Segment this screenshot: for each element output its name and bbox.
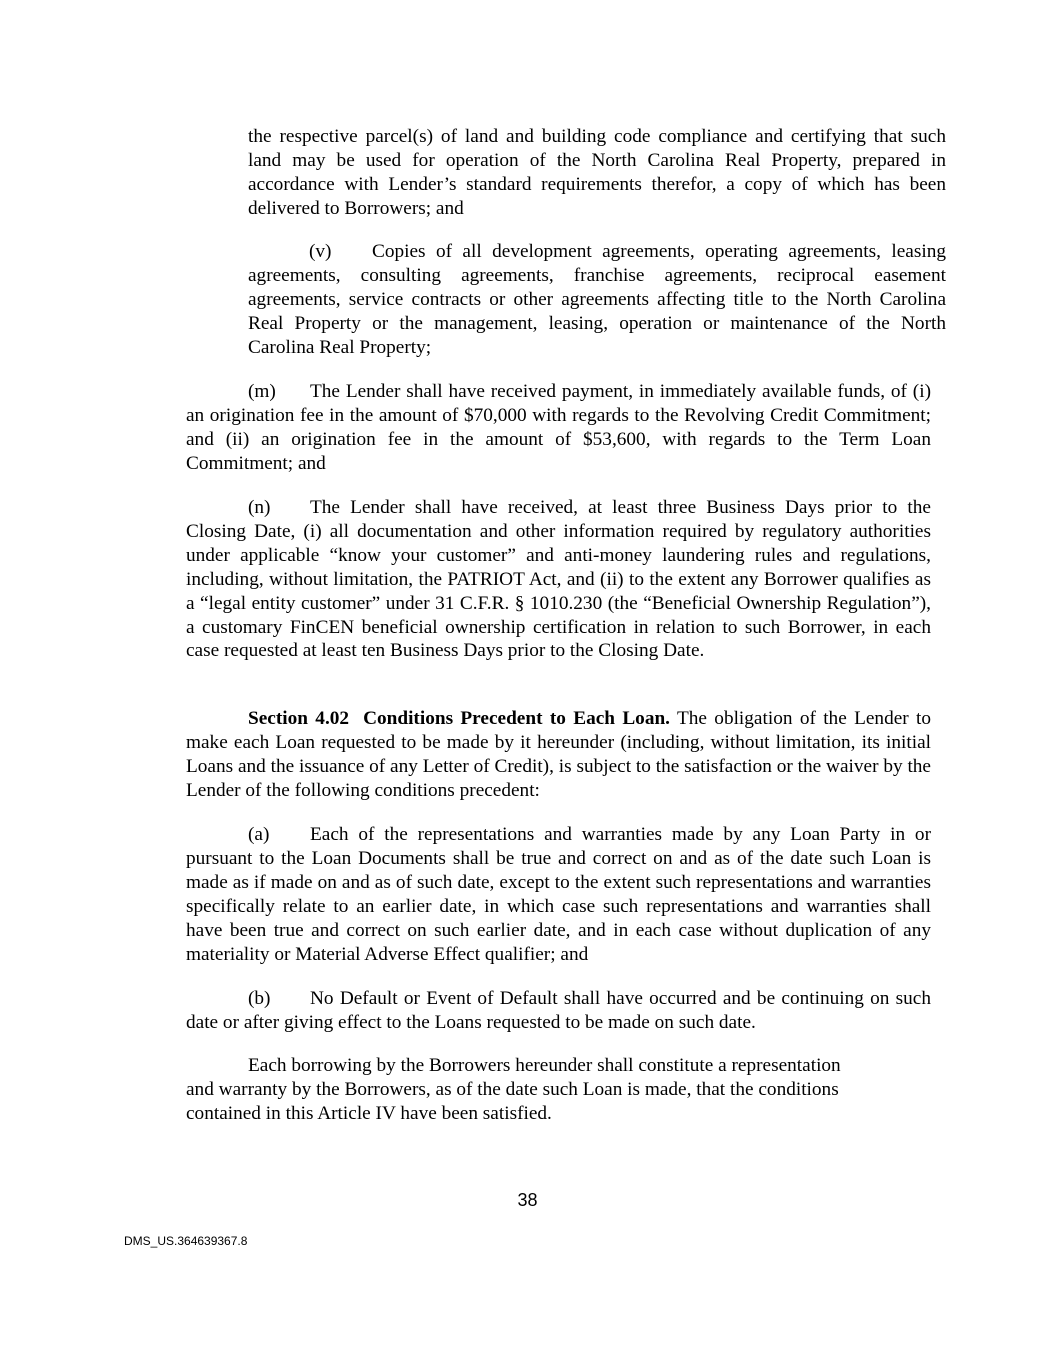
item-label: (a) bbox=[248, 824, 270, 845]
document-id: DMS_US.364639367.8 bbox=[124, 1234, 248, 1248]
paragraph-n bbox=[186, 496, 931, 663]
paragraph-closing bbox=[186, 1054, 866, 1126]
paragraph-text: The Lender shall have received payment, in immediately available funds, of (i) an origination fee in the amount of $70,000 with regards to the Revolving Credit Commitment; and (ii) an origination fee in the amount of $53,600, with regards to the Term Loan Commitment; and bbox=[186, 381, 931, 474]
paragraph-m bbox=[186, 380, 931, 476]
page-number: 38 bbox=[517, 1190, 538, 1210]
section-title: Conditions Precedent to Each Loan. bbox=[363, 708, 671, 729]
item-label: (n) bbox=[248, 497, 271, 518]
section-4-02 bbox=[186, 707, 931, 803]
paragraph-text: The obligation of the Lender to make each Loan requested to be made by it hereunder (including, without limitation, its initial Loans and the issuance of any Letter of Credit), is subject to the satisfaction or the waiver by the Lender of the following conditions precedent: bbox=[186, 708, 932, 801]
section-number: Section 4.02 bbox=[248, 708, 350, 729]
paragraph-text: The Lender shall have received, at least three Business Days prior to the Closing Date, (i) all documentation and other information required by regulatory authorities under applicable “know your customer” and anti-money laundering rules and regulations, including, without limitation, the PATRIOT Act, and (ii) to the extent any Borrower qualifies as a “legal entity customer” under 31 C.F.R. § 1010.230 (the “Beneficial Ownership Regulation”), a customary FinCEN beneficial ownership certification in relation to such Borrower, in each case requested at least ten Business Days prior to the Closing Date. bbox=[186, 497, 931, 662]
item-label: (m) bbox=[248, 381, 276, 402]
paragraph-text: Each of the representations and warranties made by any Loan Party in or pursuant to the Loan Documents shall be true and correct on and as of the date such Loan is made as if made on and as of such date, except to the extent such representations and warranties specifically relate to an earlier date, in which case such representations and warranties shall have been true and correct on such earlier date, and in each case without duplication of any materiality or Material Adverse Effect qualifier; and bbox=[186, 824, 931, 965]
paragraph-v bbox=[248, 240, 946, 360]
paragraph-a bbox=[186, 823, 931, 966]
paragraph-text: Copies of all development agreements, operating agreements, leasing agreements, consulting agreements, franchise agreements, reciprocal easement agreements, service contracts or other agreements affecting title to the North Carolina Real Property or the management, leasing, operation or maintenance of the North Carolina Real Property; bbox=[248, 241, 946, 358]
paragraph-text: Each borrowing by the Borrowers hereunder shall constitute a representation and warranty by the Borrowers, as of the date such Loan is made, that the conditions contained in this Article IV have been satisfied. bbox=[186, 1055, 841, 1124]
item-label: (b) bbox=[248, 988, 271, 1009]
paragraph-text: No Default or Event of Default shall have occurred and be continuing on such date or after giving effect to the Loans requested to be made on such date. bbox=[186, 988, 931, 1033]
paragraph-text: the respective parcel(s) of land and building code compliance and certifying that such land may be used for operation of the North Carolina Real Property, prepared in accordance with Lender’s standard requirements therefor, a copy of which has been delivered to Borrowers; and bbox=[248, 126, 946, 219]
paragraph-continuation bbox=[248, 125, 946, 221]
paragraph-b bbox=[186, 987, 931, 1035]
item-label: (v) bbox=[309, 241, 332, 262]
